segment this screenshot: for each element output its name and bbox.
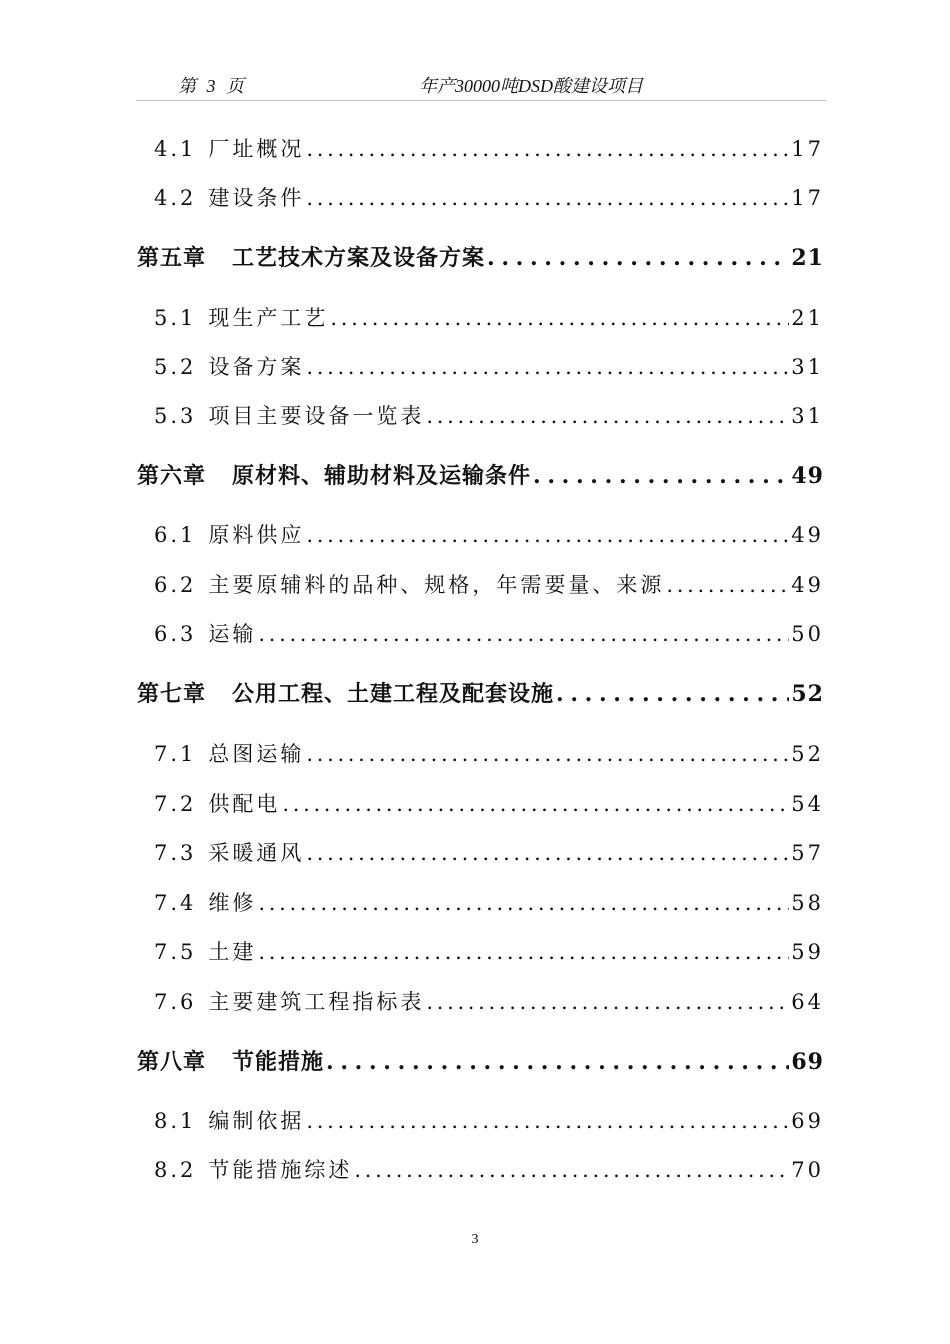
toc-entry-number: 7.3	[154, 841, 197, 865]
toc-entry-page: 49	[791, 463, 824, 489]
toc-entry-page: 59	[791, 940, 824, 964]
toc-entry-title: 总图运输	[208, 742, 305, 766]
toc-dot-leader	[533, 463, 789, 489]
toc-entry-number: 5.1	[154, 306, 197, 330]
toc-entry-page: 31	[791, 404, 824, 428]
toc-entry-number: 第五章	[137, 245, 207, 271]
toc-entry-number: 7.1	[154, 742, 197, 766]
toc-section-entry	[154, 400, 824, 430]
toc-entry-title: 主要建筑工程指标表	[208, 990, 425, 1014]
toc-entry-page: 70	[791, 1158, 824, 1182]
toc-entry-number: 4.2	[154, 186, 197, 210]
toc-entry-number: 8.1	[154, 1109, 197, 1133]
toc-entry-title: 原料供应	[208, 523, 305, 547]
toc-entry-title: 采暖通风	[208, 841, 305, 865]
toc-entry-number: 8.2	[154, 1158, 197, 1182]
toc-entry-title: 工艺技术方案及设备方案	[232, 245, 486, 271]
toc-entry-page: 49	[791, 523, 824, 547]
toc-dot-leader	[282, 792, 789, 816]
toc-entry-page: 58	[791, 891, 824, 915]
toc-entry-title: 主要原辅料的品种、规格，年需要量、来源	[208, 573, 665, 597]
toc-entry-number: 第六章	[137, 463, 207, 489]
toc-entry-page: 50	[791, 622, 824, 646]
toc-section-entry	[154, 569, 824, 599]
page-header	[136, 68, 826, 101]
toc-entry-number: 5.2	[154, 355, 197, 379]
toc-entry-title: 运输	[208, 622, 257, 646]
toc-dot-leader	[487, 245, 789, 271]
toc-entry-title: 项目主要设备一览表	[208, 404, 425, 428]
toc-dot-leader	[330, 306, 789, 330]
toc-section-entry	[154, 618, 824, 648]
toc-entry-title: 建设条件	[208, 186, 305, 210]
toc-entry-page: 52	[791, 681, 824, 707]
toc-dot-leader	[306, 137, 789, 161]
toc-entry-title: 现生产工艺	[208, 306, 329, 330]
toc-entry-number: 4.1	[154, 137, 197, 161]
toc-entry-page: 52	[791, 742, 824, 766]
toc-entry-number: 第七章	[137, 681, 207, 707]
toc-entry-title: 设备方案	[208, 355, 305, 379]
toc-entry-page: 17	[791, 186, 824, 210]
toc-dot-leader	[306, 523, 789, 547]
toc-dot-leader	[258, 940, 789, 964]
toc-entry-page: 69	[791, 1109, 824, 1133]
toc-section-entry	[154, 133, 824, 163]
toc-entry-number: 6.3	[154, 622, 197, 646]
toc-entry-number: 6.2	[154, 573, 197, 597]
toc-entry-title: 厂址概况	[208, 137, 305, 161]
toc-dot-leader	[354, 1158, 789, 1182]
toc-section-entry	[154, 182, 824, 212]
toc-entry-number: 7.4	[154, 891, 197, 915]
toc-dot-leader	[258, 622, 789, 646]
toc-entry-number: 7.5	[154, 940, 197, 964]
header-page-label: 第 3 页	[178, 76, 244, 96]
toc-section-entry	[154, 1154, 824, 1184]
toc-entry-number: 7.6	[154, 990, 197, 1014]
toc-section-entry	[154, 302, 824, 332]
toc-chapter-entry	[137, 677, 824, 708]
toc-chapter-entry	[137, 1045, 824, 1076]
toc-entry-title: 公用工程、土建工程及配套设施	[232, 681, 555, 707]
toc-dot-leader	[306, 355, 789, 379]
toc-dot-leader	[556, 681, 789, 707]
toc-entry-page: 17	[791, 137, 824, 161]
toc-entry-page: 54	[791, 792, 824, 816]
toc-section-entry	[154, 887, 824, 917]
toc-entry-page: 21	[791, 306, 824, 330]
toc-entry-number: 7.2	[154, 792, 197, 816]
toc-section-entry	[154, 1105, 824, 1135]
toc-dot-leader	[306, 1109, 789, 1133]
toc-entry-title: 维修	[208, 891, 257, 915]
toc-dot-leader	[306, 186, 789, 210]
toc-dot-leader	[306, 841, 789, 865]
toc-chapter-entry	[137, 459, 824, 490]
toc-entry-page: 21	[791, 245, 824, 271]
toc-entry-title: 原材料、辅助材料及运输条件	[232, 463, 532, 489]
toc-section-entry	[154, 986, 824, 1016]
toc-section-entry	[154, 351, 824, 381]
toc-entry-page: 49	[791, 573, 824, 597]
toc-entry-page: 31	[791, 355, 824, 379]
toc-dot-leader	[306, 742, 789, 766]
header-project-title: 年产30000吨DSD酸建设项目	[419, 76, 643, 96]
toc-entry-page: 57	[791, 841, 824, 865]
toc-entry-title: 编制依据	[208, 1109, 305, 1133]
toc-entry-title: 节能措施综述	[208, 1158, 353, 1182]
toc-entry-title: 供配电	[208, 792, 281, 816]
toc-entry-number: 6.1	[154, 523, 197, 547]
toc-section-entry	[154, 519, 824, 549]
toc-dot-leader	[426, 990, 789, 1014]
toc-section-entry	[154, 837, 824, 867]
toc-section-entry	[154, 936, 824, 966]
toc-entry-title: 节能措施	[232, 1049, 325, 1075]
toc-entry-number: 5.3	[154, 404, 197, 428]
toc-entry-number: 第八章	[137, 1049, 207, 1075]
toc-entry-title: 土建	[208, 940, 257, 964]
toc-entry-page: 64	[791, 990, 824, 1014]
toc-dot-leader	[666, 573, 789, 597]
toc-dot-leader	[326, 1049, 789, 1075]
toc-entry-page: 69	[791, 1049, 824, 1075]
toc-dot-leader	[426, 404, 789, 428]
toc-section-entry	[154, 788, 824, 818]
toc-chapter-entry	[137, 241, 824, 272]
toc-dot-leader	[258, 891, 789, 915]
page-number: 3	[471, 1232, 479, 1247]
toc-section-entry	[154, 738, 824, 768]
